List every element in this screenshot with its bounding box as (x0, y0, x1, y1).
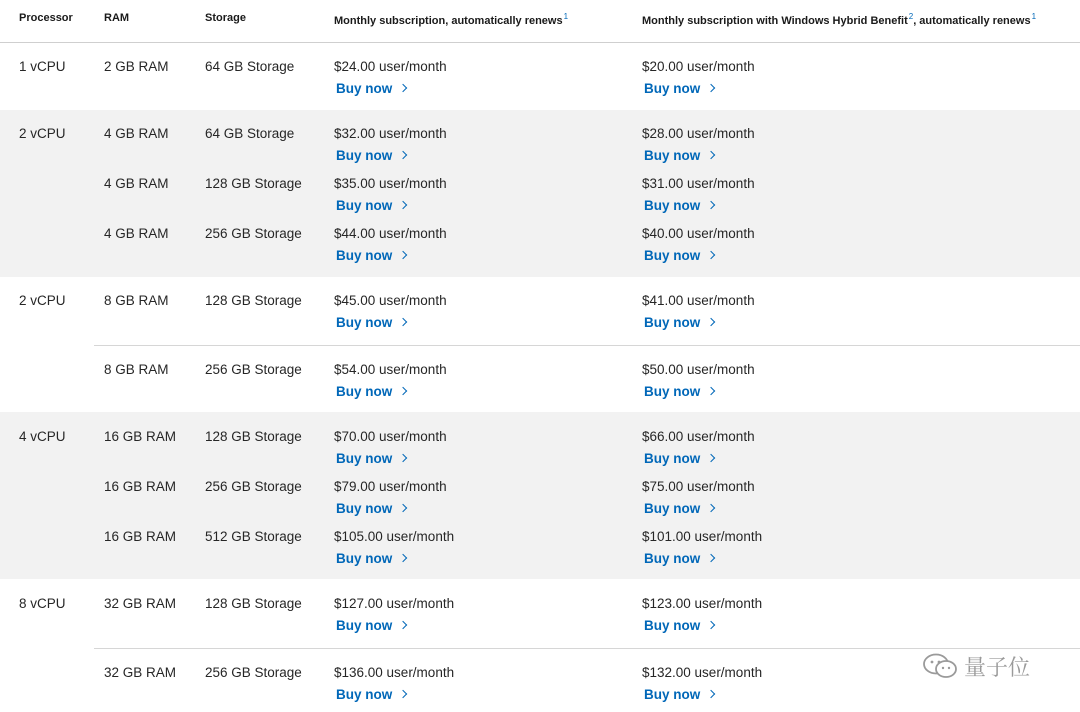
storage-cell: 256 GB Storage (205, 226, 302, 241)
buy-now-label: Buy now (644, 315, 701, 330)
buy-now-label: Buy now (336, 384, 393, 399)
buy-now-monthly-link[interactable] (336, 384, 406, 399)
chevron-right-icon (399, 454, 407, 462)
table-row (0, 222, 1080, 272)
table-row (0, 475, 1080, 525)
chevron-right-icon (399, 84, 407, 92)
storage-cell: 256 GB Storage (205, 362, 302, 377)
watermark-text: 量子位 (964, 655, 1031, 681)
table-row (0, 172, 1080, 222)
buy-now-monthly-link[interactable] (336, 687, 406, 702)
buy-now-hybrid-link[interactable] (644, 618, 714, 633)
ram-cell: 16 GB RAM (104, 429, 177, 444)
buy-now-label: Buy now (336, 687, 393, 702)
storage-cell: 256 GB Storage (205, 479, 302, 494)
header-hybrid-label: Monthly subscription with Windows Hybrid Benefit (642, 15, 908, 27)
chevron-right-icon (707, 554, 715, 562)
ram-cell: 4 GB RAM (104, 226, 169, 241)
footnote-link-1[interactable]: 1 (563, 12, 569, 21)
buy-now-hybrid-link[interactable] (644, 384, 714, 399)
buy-now-monthly-link[interactable] (336, 501, 406, 516)
monthly-price: $24.00 user/month (334, 59, 447, 74)
ram-cell: 8 GB RAM (104, 293, 169, 308)
wechat-icon (922, 652, 958, 680)
hybrid-price: $75.00 user/month (642, 479, 755, 494)
footnote-link-2[interactable]: 2 (908, 12, 914, 21)
buy-now-label: Buy now (336, 501, 393, 516)
chevron-right-icon (399, 201, 407, 209)
buy-now-label: Buy now (336, 81, 393, 96)
chevron-right-icon (707, 621, 715, 629)
ram-cell: 32 GB RAM (104, 665, 177, 680)
monthly-price: $45.00 user/month (334, 293, 447, 308)
buy-now-hybrid-link[interactable] (644, 451, 714, 466)
ram-cell: 16 GB RAM (104, 479, 177, 494)
buy-now-label: Buy now (644, 198, 701, 213)
chevron-right-icon (707, 504, 715, 512)
buy-now-monthly-link[interactable] (336, 315, 406, 330)
processor-cell: 4 vCPU (19, 429, 66, 444)
hybrid-price: $41.00 user/month (642, 293, 755, 308)
storage-cell: 64 GB Storage (205, 126, 295, 141)
storage-cell: 128 GB Storage (205, 293, 302, 308)
buy-now-hybrid-link[interactable] (644, 81, 714, 96)
buy-now-hybrid-link[interactable] (644, 248, 714, 263)
storage-cell: 64 GB Storage (205, 59, 295, 74)
buy-now-hybrid-link[interactable] (644, 315, 714, 330)
hybrid-price: $31.00 user/month (642, 176, 755, 191)
monthly-price: $54.00 user/month (334, 362, 447, 377)
chevron-right-icon (707, 251, 715, 259)
hybrid-price: $101.00 user/month (642, 529, 763, 544)
ram-cell: 4 GB RAM (104, 126, 169, 141)
hybrid-price: $66.00 user/month (642, 429, 755, 444)
chevron-right-icon (399, 387, 407, 395)
buy-now-hybrid-link[interactable] (644, 687, 714, 702)
buy-now-label: Buy now (644, 501, 701, 516)
chevron-right-icon (707, 151, 715, 159)
hybrid-price: $123.00 user/month (642, 596, 763, 611)
chevron-right-icon (399, 251, 407, 259)
chevron-right-icon (707, 454, 715, 462)
monthly-price: $35.00 user/month (334, 176, 447, 191)
hybrid-price: $20.00 user/month (642, 59, 755, 74)
buy-now-label: Buy now (644, 148, 701, 163)
buy-now-monthly-link[interactable] (336, 248, 406, 263)
monthly-price: $136.00 user/month (334, 665, 455, 680)
buy-now-hybrid-link[interactable] (644, 198, 714, 213)
ram-cell: 16 GB RAM (104, 529, 177, 544)
buy-now-label: Buy now (644, 248, 701, 263)
hybrid-price: $28.00 user/month (642, 126, 755, 141)
monthly-price: $70.00 user/month (334, 429, 447, 444)
buy-now-label: Buy now (644, 551, 701, 566)
hybrid-price: $40.00 user/month (642, 226, 755, 241)
buy-now-monthly-link[interactable] (336, 148, 406, 163)
storage-cell: 128 GB Storage (205, 596, 302, 611)
buy-now-hybrid-link[interactable] (644, 148, 714, 163)
table-row (0, 592, 1080, 642)
header-hybrid-label-suffix: , automatically renews (913, 15, 1031, 27)
chevron-right-icon (399, 318, 407, 326)
buy-now-label: Buy now (644, 687, 701, 702)
monthly-price: $32.00 user/month (334, 126, 447, 141)
table-row (0, 358, 1080, 408)
ram-cell: 2 GB RAM (104, 59, 169, 74)
storage-cell: 128 GB Storage (205, 176, 302, 191)
chevron-right-icon (707, 201, 715, 209)
table-row (0, 122, 1080, 172)
buy-now-monthly-link[interactable] (336, 81, 406, 96)
chevron-right-icon (399, 621, 407, 629)
monthly-price: $44.00 user/month (334, 226, 447, 241)
chevron-right-icon (399, 504, 407, 512)
header-hybrid (642, 12, 1036, 27)
chevron-right-icon (707, 690, 715, 698)
processor-cell: 2 vCPU (19, 126, 66, 141)
ram-cell: 4 GB RAM (104, 176, 169, 191)
hybrid-price: $50.00 user/month (642, 362, 755, 377)
buy-now-hybrid-link[interactable] (644, 501, 714, 516)
monthly-price: $127.00 user/month (334, 596, 455, 611)
buy-now-label: Buy now (336, 248, 393, 263)
buy-now-label: Buy now (644, 81, 701, 96)
buy-now-label: Buy now (644, 384, 701, 399)
storage-cell: 256 GB Storage (205, 665, 302, 680)
chevron-right-icon (399, 690, 407, 698)
hybrid-price: $132.00 user/month (642, 665, 763, 680)
table-row (0, 425, 1080, 475)
chevron-right-icon (707, 84, 715, 92)
buy-now-label: Buy now (644, 618, 701, 633)
processor-cell: 8 vCPU (19, 596, 66, 611)
header-processor: Processor (19, 12, 73, 24)
monthly-price: $105.00 user/month (334, 529, 455, 544)
buy-now-label: Buy now (336, 198, 393, 213)
buy-now-label: Buy now (336, 451, 393, 466)
storage-cell: 512 GB Storage (205, 529, 302, 544)
chevron-right-icon (399, 554, 407, 562)
monthly-price: $79.00 user/month (334, 479, 447, 494)
header-monthly (334, 12, 568, 27)
processor-cell: 1 vCPU (19, 59, 66, 74)
table-row (0, 661, 1080, 711)
buy-now-label: Buy now (336, 315, 393, 330)
watermark (922, 646, 1030, 686)
row-divider (94, 345, 1080, 346)
buy-now-label: Buy now (336, 148, 393, 163)
buy-now-monthly-link[interactable] (336, 198, 406, 213)
processor-cell: 2 vCPU (19, 293, 66, 308)
table-row (0, 55, 1080, 105)
header-ram: RAM (104, 12, 130, 24)
buy-now-hybrid-link[interactable] (644, 551, 714, 566)
storage-cell: 128 GB Storage (205, 429, 302, 444)
footnote-link-1[interactable]: 1 (1031, 12, 1037, 21)
chevron-right-icon (399, 151, 407, 159)
buy-now-label: Buy now (336, 618, 393, 633)
buy-now-monthly-link[interactable] (336, 451, 406, 466)
buy-now-monthly-link[interactable] (336, 551, 406, 566)
chevron-right-icon (707, 387, 715, 395)
buy-now-label: Buy now (644, 451, 701, 466)
buy-now-monthly-link[interactable] (336, 618, 406, 633)
table-row (0, 289, 1080, 339)
chevron-right-icon (707, 318, 715, 326)
table-row (0, 525, 1080, 575)
ram-cell: 8 GB RAM (104, 362, 169, 377)
header-storage: Storage (205, 12, 246, 24)
buy-now-label: Buy now (336, 551, 393, 566)
ram-cell: 32 GB RAM (104, 596, 177, 611)
header-monthly-label: Monthly subscription, automatically renews (334, 15, 563, 27)
table-header (0, 0, 1080, 43)
